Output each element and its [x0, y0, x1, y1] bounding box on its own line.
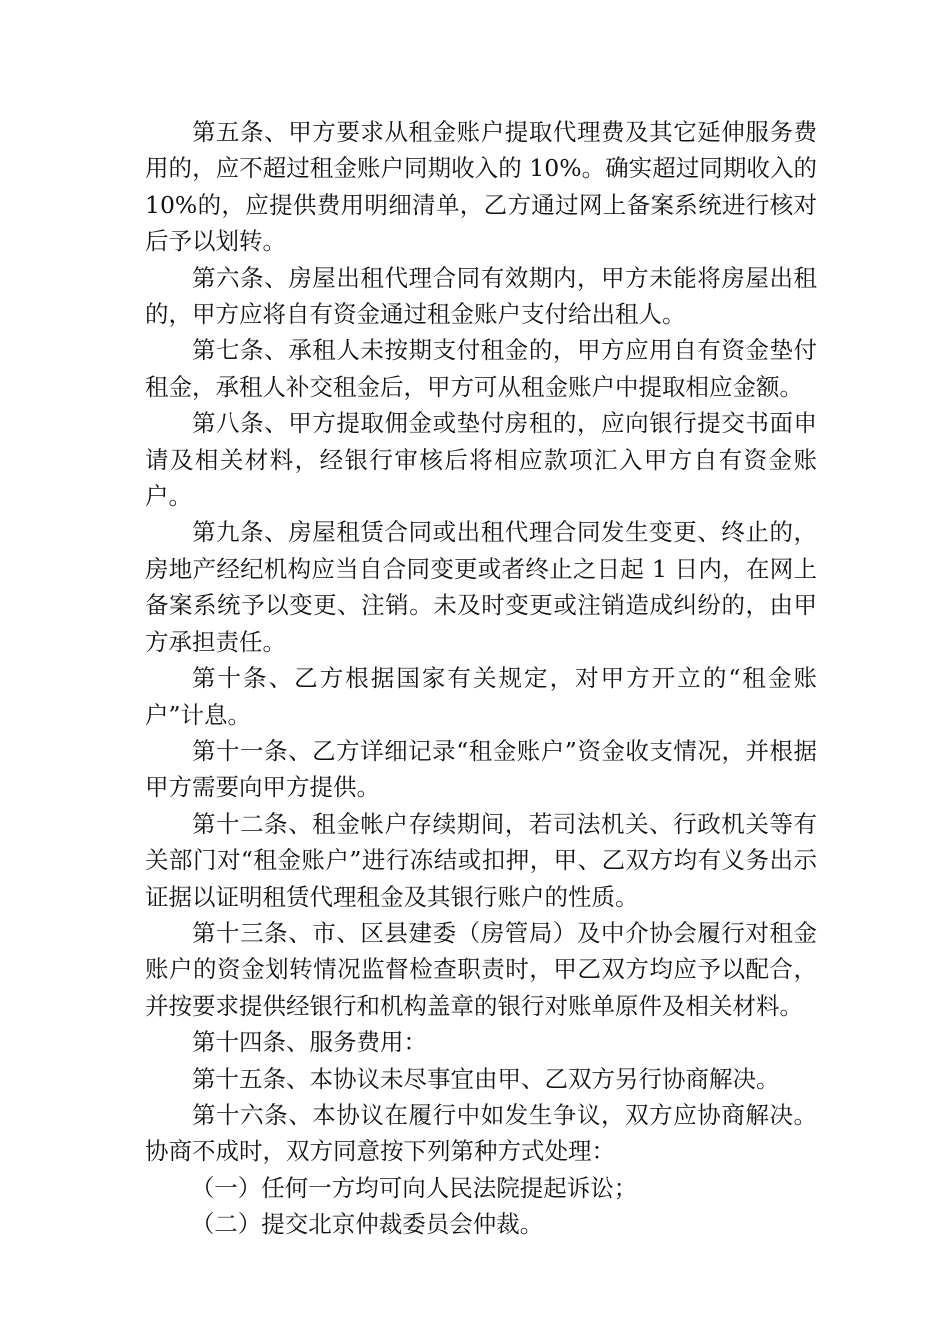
clause-9: 第九条、房屋租赁合同或出租代理合同发生变更、终止的，房地产经纪机构应当自合同变更或者终止之日起 1 日内，在网上备案系统予以变更、注销。未及时变更或注销造成纠纷的，由甲方承担责任。 [145, 518, 817, 656]
clause-10: 第十条、乙方根据国家有关规定，对甲方开立的“租金账户”计息。 [145, 664, 817, 729]
clause-11: 第十一条、乙方详细记录“租金账户”资金收支情况，并根据甲方需要向甲方提供。 [145, 736, 817, 802]
clause-15: 第十五条、本协议未尽事宜由甲、乙双方另行协商解决。 [192, 1064, 780, 1093]
dispute-option-2: （二）提交北京仲裁委员会仲裁。 [190, 1210, 544, 1239]
dispute-option-1: （一）任何一方均可向人民法院提起诉讼； [190, 1173, 638, 1202]
document-body [145, 114, 817, 1243]
clause-14: 第十四条、服务费用： [192, 1028, 427, 1057]
clause-5: 第五条、甲方要求从租金账户提取代理费及其它延伸服务费用的，应不超过租金账户同期收入的 10%。确实超过同期收入的 10%的，应提供费用明细清单，乙方通过网上备案系统进行核对后予以划转。 [145, 118, 817, 256]
clause-8: 第八条、甲方提取佣金或垫付房租的，应向银行提交书面申请及相关材料，经银行审核后将相应款项汇入甲方自有资金账户。 [145, 409, 817, 511]
clause-16: 第十六条、本协议在履行中如发生争议，双方应协商解决。协商不成时，双方同意按下列第种方式处理： [145, 1100, 817, 1166]
clause-12: 第十二条、租金帐户存续期间，若司法机关、行政机关等有关部门对“租金账户”进行冻结或扣押，甲、乙双方均有义务出示证据以证明租赁代理租金及其银行账户的性质。 [145, 809, 817, 911]
clause-6: 第六条、房屋出租代理合同有效期内，甲方未能将房屋出租的，甲方应将自有资金通过租金账户支付给出租人。 [145, 263, 817, 329]
clause-13: 第十三条、市、区县建委（房管局）及中介协会履行对租金账户的资金划转情况监督检查职责时，甲乙双方均应予以配合，并按要求提供经银行和机构盖章的银行对账单原件及相关材料。 [145, 918, 817, 1020]
clause-7: 第七条、承租人未按期支付租金的，甲方应用自有资金垫付租金，承租人补交租金后，甲方可从租金账户中提取相应金额。 [145, 336, 817, 401]
